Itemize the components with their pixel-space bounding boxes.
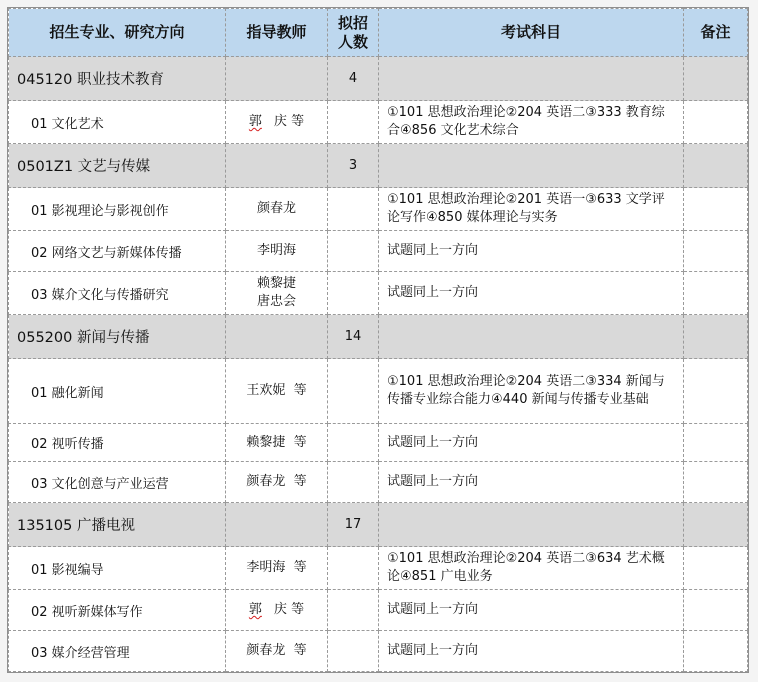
teacher-given: 庆 bbox=[273, 114, 287, 129]
teacher-surname: 郭 bbox=[248, 114, 262, 129]
teacher-name: 李明海 等 bbox=[226, 547, 328, 590]
direction-name: 03 媒介经营管理 bbox=[9, 631, 226, 672]
direction-name: 03 文化创意与产业运营 bbox=[9, 462, 226, 503]
direction-name: 03 媒介文化与传播研究 bbox=[9, 272, 226, 315]
teacher-name: 赖黎捷 等 bbox=[226, 424, 328, 462]
note-cell bbox=[684, 424, 748, 462]
teacher-name: 李明海 bbox=[226, 231, 328, 272]
teacher-surname: 郭 bbox=[248, 602, 262, 617]
quota-cell bbox=[328, 547, 379, 590]
major-row bbox=[9, 315, 748, 359]
note-cell bbox=[684, 231, 748, 272]
direction-row bbox=[9, 462, 748, 503]
teacher-name: 颜春龙 等 bbox=[226, 631, 328, 672]
direction-name: 01 影视理论与影视创作 bbox=[9, 188, 226, 231]
teacher-cell bbox=[226, 101, 328, 144]
header-quota: 拟招 人数 bbox=[328, 9, 379, 57]
quota-cell bbox=[328, 272, 379, 315]
exam-subjects: 试题同上一方向 bbox=[379, 590, 684, 631]
admissions-table bbox=[8, 8, 748, 672]
direction-row bbox=[9, 101, 748, 144]
major-note-cell bbox=[684, 503, 748, 547]
major-exam-cell bbox=[379, 503, 684, 547]
major-teacher-cell bbox=[226, 315, 328, 359]
note-cell bbox=[684, 590, 748, 631]
direction-row bbox=[9, 424, 748, 462]
direction-name: 02 视听传播 bbox=[9, 424, 226, 462]
direction-name: 01 融化新闻 bbox=[9, 359, 226, 424]
major-quota: 4 bbox=[328, 57, 379, 101]
major-name: 055200 新闻与传播 bbox=[9, 315, 226, 359]
direction-row bbox=[9, 231, 748, 272]
header-row bbox=[9, 9, 748, 57]
major-quota: 17 bbox=[328, 503, 379, 547]
teacher-given: 庆 bbox=[273, 602, 287, 617]
major-exam-cell bbox=[379, 315, 684, 359]
major-name: 045120 职业技术教育 bbox=[9, 57, 226, 101]
teacher-suffix: 等 bbox=[291, 602, 305, 617]
quota-cell bbox=[328, 101, 379, 144]
direction-name: 01 影视编导 bbox=[9, 547, 226, 590]
note-cell bbox=[684, 101, 748, 144]
note-cell bbox=[684, 272, 748, 315]
teacher-name: 颜春龙 bbox=[226, 188, 328, 231]
exam-subjects: 试题同上一方向 bbox=[379, 272, 684, 315]
header-teacher: 指导教师 bbox=[226, 9, 328, 57]
teacher-cell bbox=[226, 590, 328, 631]
major-row bbox=[9, 503, 748, 547]
major-note-cell bbox=[684, 144, 748, 188]
note-cell bbox=[684, 547, 748, 590]
major-name: 135105 广播电视 bbox=[9, 503, 226, 547]
teacher-name: 王欢妮 等 bbox=[226, 359, 328, 424]
exam-subjects: ①101 思想政治理论②201 英语一③633 文学评论写作④850 媒体理论与实务 bbox=[379, 188, 684, 231]
exam-subjects: 试题同上一方向 bbox=[379, 424, 684, 462]
header-exam: 考试科目 bbox=[379, 9, 684, 57]
direction-row bbox=[9, 188, 748, 231]
major-exam-cell bbox=[379, 57, 684, 101]
note-cell bbox=[684, 359, 748, 424]
exam-subjects: 试题同上一方向 bbox=[379, 462, 684, 503]
major-teacher-cell bbox=[226, 57, 328, 101]
teacher-name: 颜春龙 等 bbox=[226, 462, 328, 503]
direction-name: 02 网络文艺与新媒体传播 bbox=[9, 231, 226, 272]
direction-row bbox=[9, 272, 748, 315]
note-cell bbox=[684, 462, 748, 503]
major-note-cell bbox=[684, 57, 748, 101]
note-cell bbox=[684, 188, 748, 231]
major-teacher-cell bbox=[226, 144, 328, 188]
major-teacher-cell bbox=[226, 503, 328, 547]
header-note: 备注 bbox=[684, 9, 748, 57]
direction-row bbox=[9, 359, 748, 424]
direction-row bbox=[9, 547, 748, 590]
exam-subjects: ①101 思想政治理论②204 英语二③334 新闻与传播专业综合能力④440 新闻与传播专业基础 bbox=[379, 359, 684, 424]
quota-cell bbox=[328, 631, 379, 672]
header-major: 招生专业、研究方向 bbox=[9, 9, 226, 57]
major-row bbox=[9, 57, 748, 101]
quota-cell bbox=[328, 188, 379, 231]
exam-subjects: ①101 思想政治理论②204 英语二③634 艺术概论④851 广电业务 bbox=[379, 547, 684, 590]
teacher-name: 赖黎捷 bbox=[256, 276, 296, 291]
direction-name: 01 文化艺术 bbox=[9, 101, 226, 144]
major-quota: 14 bbox=[328, 315, 379, 359]
note-cell bbox=[684, 631, 748, 672]
quota-cell bbox=[328, 424, 379, 462]
quota-cell bbox=[328, 359, 379, 424]
quota-cell bbox=[328, 231, 379, 272]
direction-row bbox=[9, 590, 748, 631]
major-note-cell bbox=[684, 315, 748, 359]
exam-subjects: ①101 思想政治理论②204 英语二③333 教育综合④856 文化艺术综合 bbox=[379, 101, 684, 144]
major-exam-cell bbox=[379, 144, 684, 188]
exam-subjects: 试题同上一方向 bbox=[379, 231, 684, 272]
teacher-suffix: 等 bbox=[291, 114, 305, 129]
teacher-cell bbox=[226, 272, 328, 315]
direction-row bbox=[9, 631, 748, 672]
quota-cell bbox=[328, 462, 379, 503]
quota-cell bbox=[328, 590, 379, 631]
direction-name: 02 视听新媒体写作 bbox=[9, 590, 226, 631]
major-row bbox=[9, 144, 748, 188]
major-quota: 3 bbox=[328, 144, 379, 188]
exam-subjects: 试题同上一方向 bbox=[379, 631, 684, 672]
major-name: 0501Z1 文艺与传媒 bbox=[9, 144, 226, 188]
teacher-name: 唐忠会 bbox=[256, 294, 296, 309]
